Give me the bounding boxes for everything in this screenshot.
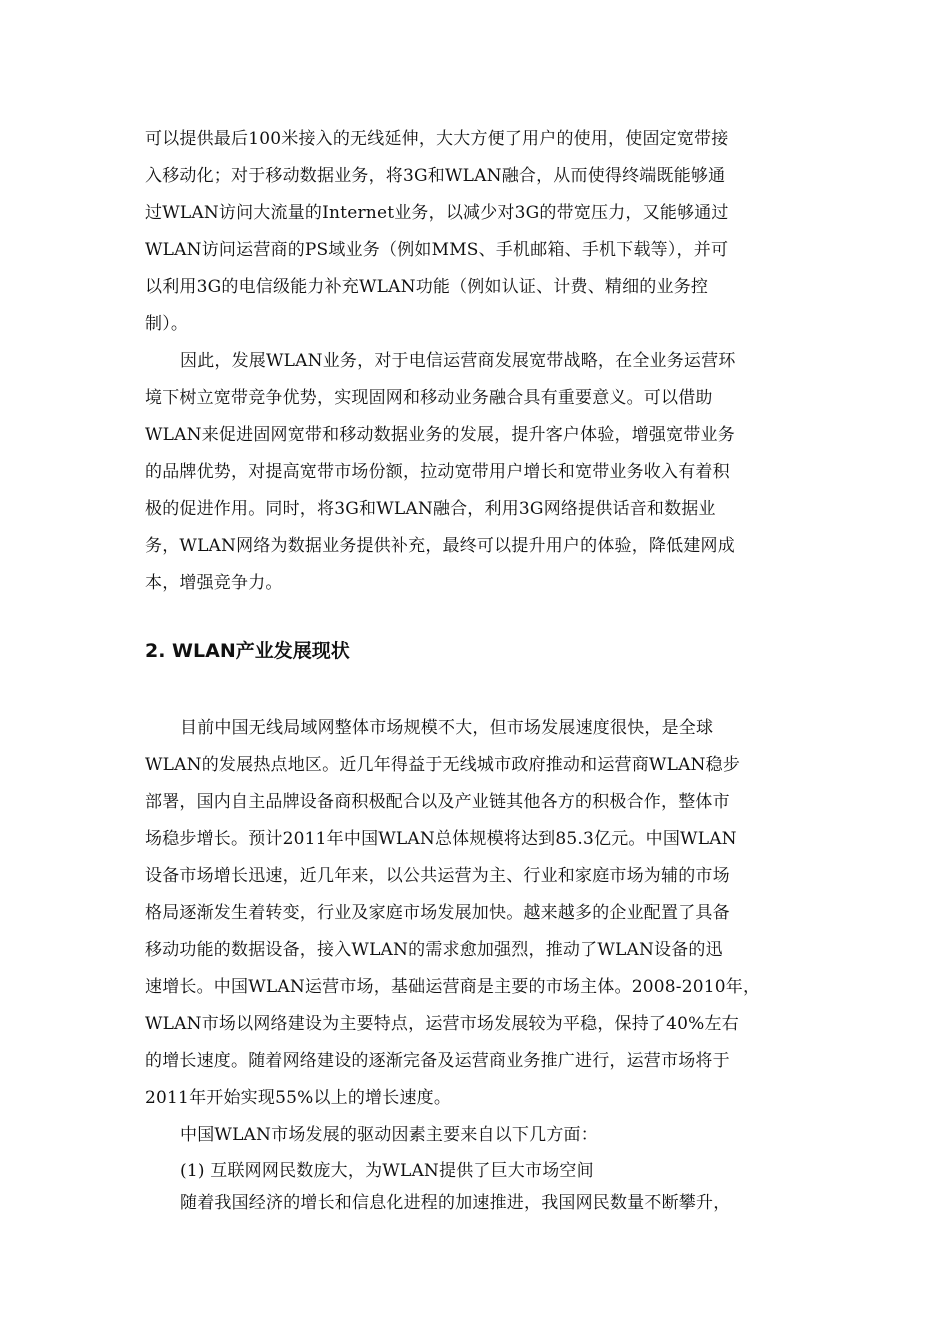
paragraph-2-line-4: 的品牌优势，对提高宽带市场份额，拉动宽带用户增长和宽带业务收入有着积 (145, 462, 730, 482)
paragraph-1-line-6: 制）。 (145, 314, 189, 334)
paragraph-1-line-2: 入移动化；对于移动数据业务，将3G和WLAN融合，从而使得终端既能够通 (145, 166, 726, 186)
paragraph-4: 中国WLAN市场发展的驱动因素主要来自以下几方面： (180, 1125, 598, 1145)
paragraph-2-line-7: 本，增强竞争力。 (145, 573, 283, 593)
paragraph-3-line-11: 2011年开始实现55%以上的增长速度。 (145, 1088, 452, 1108)
paragraph-3-line-9: WLAN市场以网络建设为主要特点，运营市场发展较为平稳，保持了40%左右 (145, 1014, 739, 1034)
paragraph-3-line-5: 设备市场增长迅速，近几年来，以公共运营为主、行业和家庭市场为辅的市场 (145, 866, 730, 886)
paragraph-1-line-3: 过WLAN访问大流量的Internet业务，以减少对3G的带宽压力，又能够通过 (145, 203, 729, 223)
paragraph-5: 随着我国经济的增长和信息化进程的加速推进，我国网民数量不断攀升， (180, 1193, 731, 1213)
paragraph-2-line-5: 极的促进作用。同时，将3G和WLAN融合，利用3G网络提供话音和数据业 (145, 499, 716, 519)
paragraph-3-line-6: 格局逐渐发生着转变，行业及家庭市场发展加快。越来越多的企业配置了具备 (145, 903, 730, 923)
paragraph-3-line-2: WLAN的发展热点地区。近几年得益于无线城市政府推动和运营商WLAN稳步 (145, 755, 741, 775)
section-heading: 2. WLAN产业发展现状 (145, 640, 350, 662)
paragraph-3-line-8: 速增长。中国WLAN运营市场，基础运营商是主要的市场主体。2008-2010年， (145, 977, 761, 997)
paragraph-1-line-4: WLAN访问运营商的PS域业务（例如MMS、手机邮箱、手机下载等），并可 (145, 240, 729, 260)
paragraph-3-line-4: 场稳步增长。预计2011年中国WLAN总体规模将达到85.3亿元。中国WLAN (145, 829, 737, 849)
paragraph-2-line-3: WLAN来促进固网宽带和移动数据业务的发展，提升客户体验，增强宽带业务 (145, 425, 735, 445)
paragraph-3-line-10: 的增长速度。随着网络建设的逐渐完备及运营商业务推广进行，运营市场将于 (145, 1051, 730, 1071)
paragraph-2-line-6: 务，WLAN网络为数据业务提供补充，最终可以提升用户的体验，降低建网成 (145, 536, 735, 556)
paragraph-1-line-5: 以利用3G的电信级能力补充WLAN功能（例如认证、计费、精细的业务控 (145, 277, 709, 297)
paragraph-3-line-3: 部署，国内自主品牌设备商积极配合以及产业链其他各方的积极合作，整体市 (145, 792, 730, 812)
paragraph-2-line-2: 境下树立宽带竞争优势，实现固网和移动业务融合具有重要意义。可以借助 (145, 388, 713, 408)
paragraph-1-line-1: 可以提供最后100米接入的无线延伸，大大方便了用户的使用，使固定宽带接 (145, 129, 729, 149)
paragraph-2-line-1: 因此，发展WLAN业务，对于电信运营商发展宽带战略，在全业务运营环 (180, 351, 736, 371)
paragraph-3-line-1: 目前中国无线局域网整体市场规模不大，但市场发展速度很快，是全球 (180, 718, 714, 738)
list-item-1: (1) 互联网网民数庞大，为WLAN提供了巨大市场空间 (180, 1161, 594, 1181)
paragraph-3-line-7: 移动功能的数据设备，接入WLAN的需求愈加强烈，推动了WLAN设备的迅 (145, 940, 723, 960)
